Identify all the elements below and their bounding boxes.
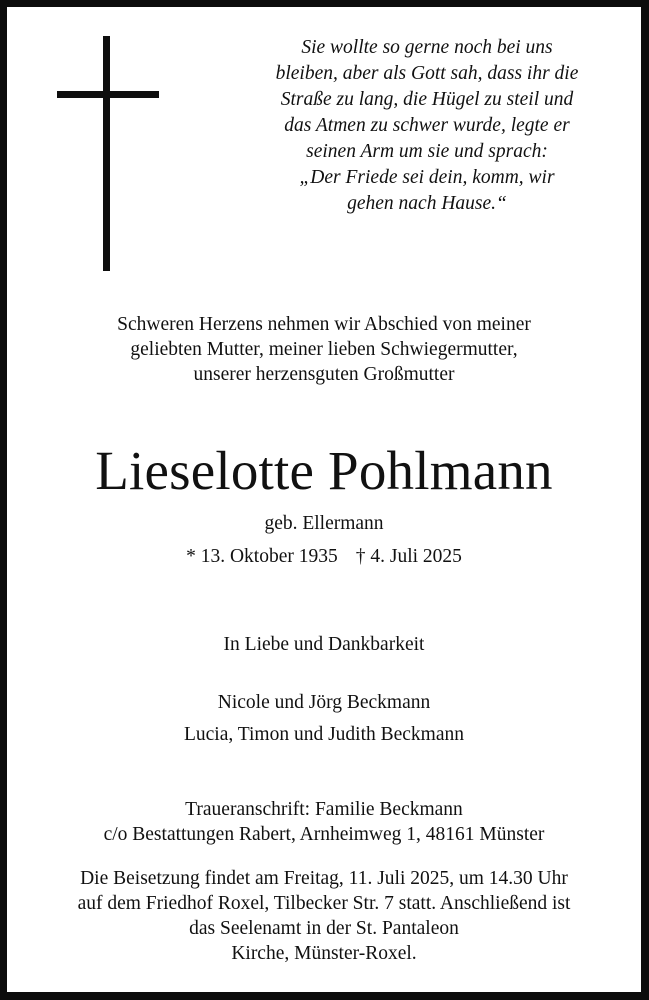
address-line: c/o Bestattungen Rabert, Arnheimweg 1, 48161 Münster <box>103 824 545 845</box>
death-date: † 4. Juli 2025 <box>355 546 462 567</box>
obituary-card <box>7 7 641 992</box>
deceased-name: Lieselotte Pohlmann <box>95 440 553 501</box>
intro-line: unserer herzensguten Großmutter <box>193 364 455 385</box>
poem-line: Sie wollte so gerne noch bei uns <box>301 37 553 58</box>
mourner-line: Nicole und Jörg Beckmann <box>217 692 431 713</box>
birth-date: * 13. Oktober 1935 <box>186 546 338 567</box>
mourner-line: Lucia, Timon und Judith Beckmann <box>183 724 465 745</box>
poem-line: das Atmen zu schwer wurde, legte er <box>284 115 570 136</box>
address-line: Traueranschrift: Familie Beckmann <box>185 799 463 820</box>
cross-horizontal-bar <box>57 91 159 98</box>
intro-text <box>7 312 641 387</box>
funeral-line: Kirche, Münster-Roxel. <box>231 943 417 964</box>
maiden-name: geb. Ellermann <box>264 513 384 534</box>
poem-line: seinen Arm um sie und sprach: <box>306 141 548 162</box>
cross-vertical-bar <box>103 36 110 271</box>
intro-line: Schweren Herzens nehmen wir Abschied von meiner <box>117 314 531 335</box>
poem-line: gehen nach Hause.“ <box>347 193 507 214</box>
life-dates <box>7 544 641 569</box>
funeral-line: Die Beisetzung findet am Freitag, 11. Juli 2025, um 14.30 Uhr <box>80 868 568 889</box>
poem-quote <box>247 35 607 217</box>
poem-line: Straße zu lang, die Hügel zu steil und <box>280 89 574 110</box>
funeral-line: das Seelenamt in der St. Pantaleon <box>189 918 459 939</box>
poem-line: bleiben, aber als Gott sah, dass ihr die <box>275 63 579 84</box>
poem-line: „Der Friede sei dein, komm, wir <box>299 167 555 188</box>
dedication: In Liebe und Dankbarkeit <box>223 634 425 655</box>
intro-line: geliebten Mutter, meiner lieben Schwiegermutter, <box>130 339 518 360</box>
funeral-line: auf dem Friedhof Roxel, Tilbecker Str. 7 statt. Anschließend ist <box>77 893 571 914</box>
